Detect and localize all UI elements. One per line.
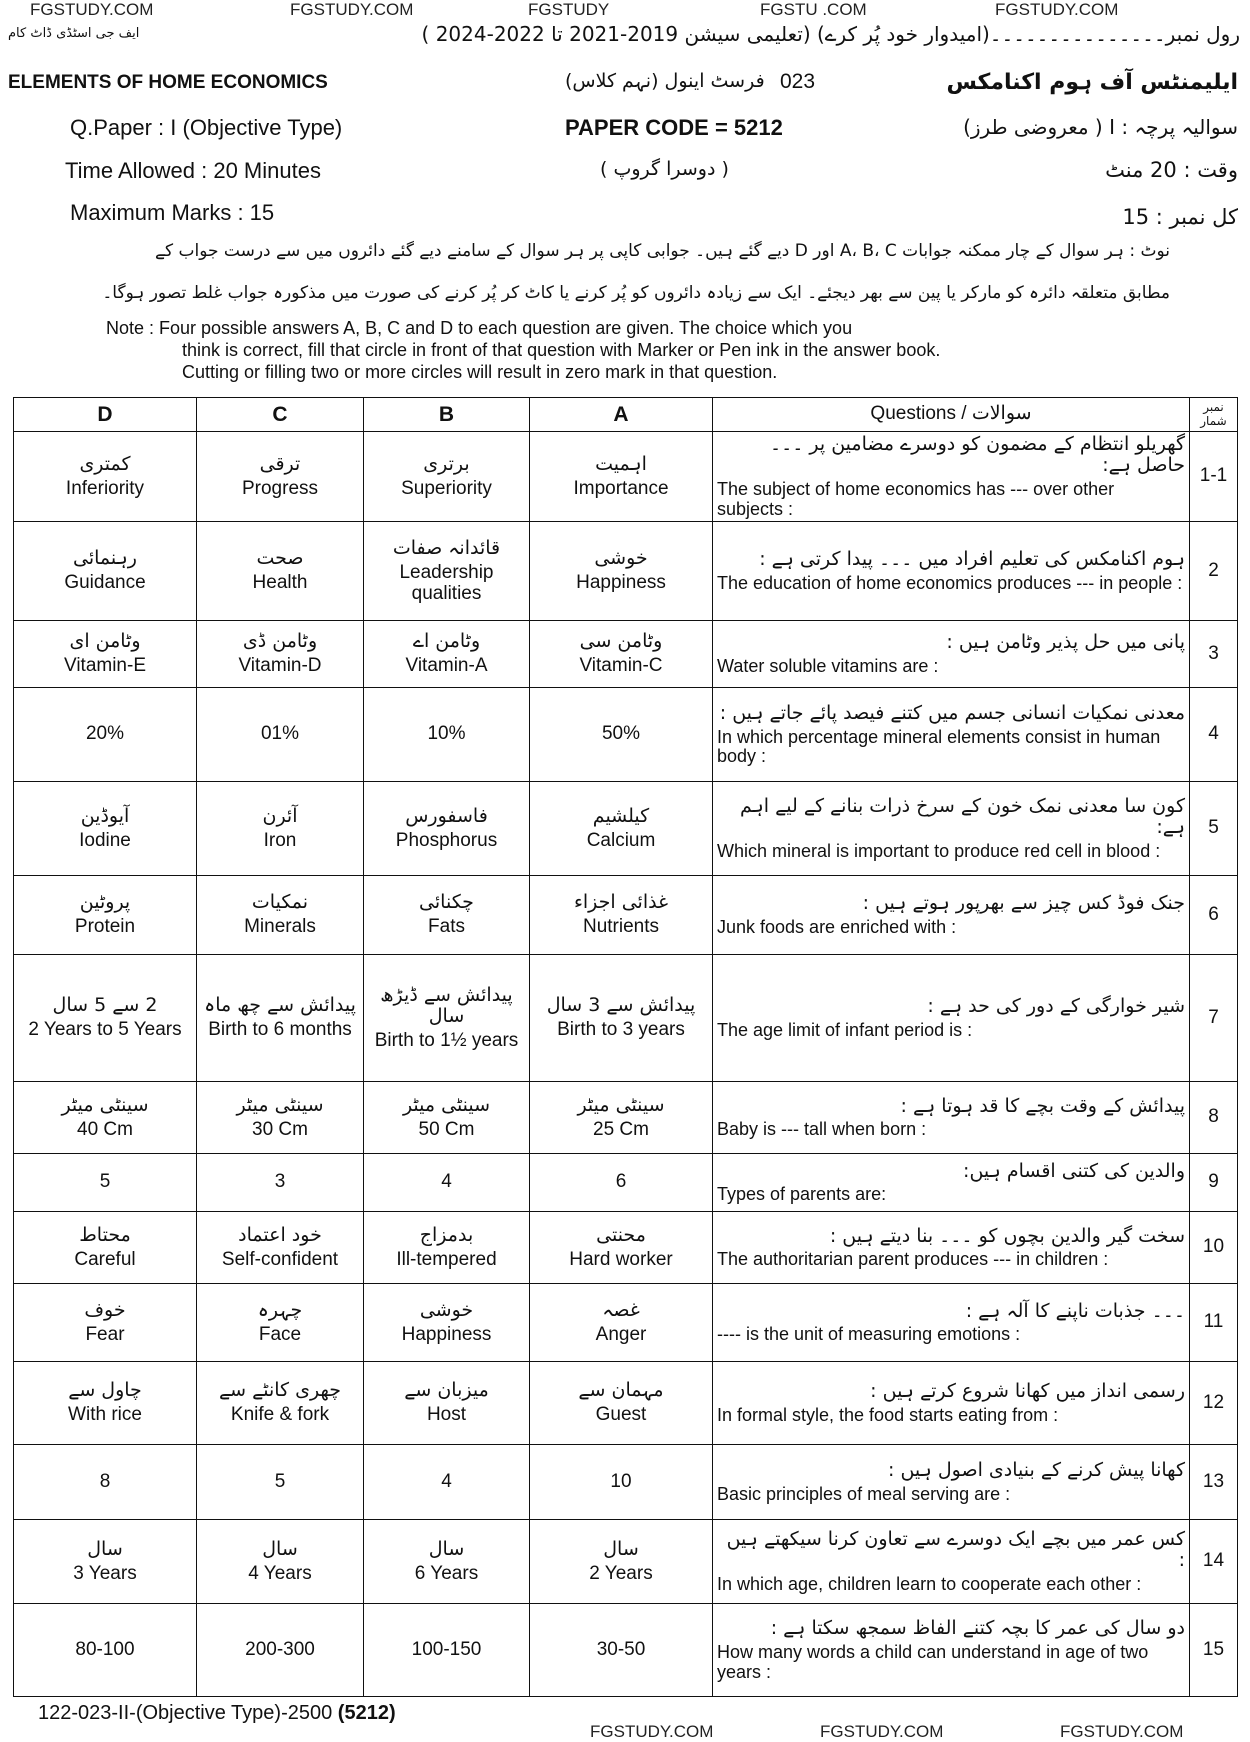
option-a xyxy=(530,782,713,876)
option-c-urdu: آئرن xyxy=(262,804,298,827)
time-allowed-en: Time Allowed : 20 Minutes xyxy=(65,158,321,183)
question-row xyxy=(14,1284,1238,1362)
option-c-urdu: ترقی xyxy=(259,452,301,475)
option-a xyxy=(530,1604,713,1697)
option-b-urdu: میزبان سے xyxy=(404,1379,489,1402)
option-b xyxy=(364,1284,530,1362)
question-urdu: کھانا پیش کرنے کے بنیادی اصول ہیں : xyxy=(888,1459,1185,1482)
question-number: 13 xyxy=(1190,1445,1238,1520)
question-text xyxy=(713,1362,1190,1445)
watermark: FGSTUDY.COM xyxy=(30,0,154,19)
question-number: 14 xyxy=(1190,1520,1238,1604)
option-d-english: 8 xyxy=(99,1470,111,1492)
option-c-english: 3 xyxy=(274,1171,286,1193)
question-row xyxy=(14,522,1238,621)
note-urdu-line-2: مطابق متعلقہ دائرہ کو مارکر یا پین سے بھر دیجئے۔ ایک سے زیادہ دائروں کو پُر کرنے یا کاٹ کر پُر کرنے کی صورت میں مذکورہ جواب غلط تصور ہوگا۔ xyxy=(102,283,1170,303)
option-d-english: Vitamin-E xyxy=(63,655,146,677)
question-row xyxy=(14,1520,1238,1604)
watermark: FGSTUDY.COM xyxy=(590,1722,714,1741)
option-d-english: Protein xyxy=(74,916,136,938)
question-urdu: سخت گیر والدین بچوں کو ۔۔۔ بنا دیتے ہیں : xyxy=(829,1224,1185,1247)
option-b xyxy=(364,621,530,688)
question-text xyxy=(713,1284,1190,1362)
option-c-english: Face xyxy=(258,1323,302,1345)
option-c-urdu: صحت xyxy=(256,547,304,570)
option-c-urdu: وٹامن ڈی xyxy=(242,630,318,653)
question-number: 2 xyxy=(1190,522,1238,621)
option-c-english: Self-confident xyxy=(221,1248,339,1270)
option-a xyxy=(530,522,713,621)
option-a-english: Nutrients xyxy=(582,916,660,938)
option-b-urdu: سال xyxy=(428,1537,465,1560)
option-a-english: 50% xyxy=(601,723,641,745)
question-english: Which mineral is important to produce red cell in blood : xyxy=(717,840,1161,861)
option-b xyxy=(364,522,530,621)
option-b xyxy=(364,782,530,876)
question-row xyxy=(14,955,1238,1082)
question-row xyxy=(14,876,1238,955)
roll-number-session-line: رول نمبر۔۔۔۔۔۔۔۔۔۔۔۔۔۔۔(امیدوار خود پُر کرے) (تعلیمی سیشن 2019-2021 تا 2022-2024 ) xyxy=(421,22,1240,46)
option-c xyxy=(197,688,364,782)
option-d-english: Fear xyxy=(85,1323,125,1345)
option-c-urdu: چہرہ xyxy=(257,1298,303,1321)
question-row xyxy=(14,1154,1238,1212)
question-urdu: پانی میں حل پذیر وٹامن ہیں : xyxy=(946,631,1185,654)
question-text xyxy=(713,432,1190,522)
option-c-urdu: سال xyxy=(262,1537,298,1560)
option-c xyxy=(197,1362,364,1445)
option-b-urdu: پیدائش سے ڈیڑھ سال xyxy=(380,984,513,1027)
option-c-urdu: پیدائش سے چھ ماہ xyxy=(204,994,356,1017)
option-b-english: 100-150 xyxy=(411,1638,482,1660)
option-a xyxy=(530,688,713,782)
option-a xyxy=(530,1445,713,1520)
option-a-urdu: غذائی اجزاء xyxy=(573,891,669,914)
question-text xyxy=(713,876,1190,955)
max-marks-ur: کل نمبر : 15 xyxy=(1122,205,1238,229)
question-english: The education of home economics produces --- in people : xyxy=(717,572,1183,593)
question-row xyxy=(14,1445,1238,1520)
option-a-urdu: سینٹی میٹر xyxy=(577,1093,665,1116)
option-b-english: 6 Years xyxy=(414,1562,479,1584)
option-a-urdu: غصہ xyxy=(602,1298,640,1321)
option-b-urdu: برتری xyxy=(423,452,470,475)
option-b xyxy=(364,1212,530,1284)
option-a xyxy=(530,432,713,522)
question-number: 6 xyxy=(1190,876,1238,955)
question-urdu: معدنی نمکیات انسانی جسم میں کتنے فیصد پائے جاتے ہیں : xyxy=(719,701,1185,724)
question-urdu: پیدائش کے وقت بچے کا قد ہوتا ہے : xyxy=(900,1094,1185,1117)
question-urdu: جنک فوڈ کس چیز سے بھرپور ہوتے ہیں : xyxy=(862,892,1185,915)
question-row xyxy=(14,688,1238,782)
question-text xyxy=(713,1082,1190,1154)
option-d-english: 80-100 xyxy=(75,1638,135,1660)
option-c-english: 200-300 xyxy=(245,1638,315,1660)
option-d-english: Careful xyxy=(74,1248,136,1270)
col-number-header: نمبر شمار xyxy=(1190,398,1238,432)
col-questions-header: Questions / سوالات xyxy=(713,398,1190,432)
max-marks-en: Maximum Marks : 15 xyxy=(70,200,275,225)
option-d-urdu: آیوڈین xyxy=(80,804,130,827)
option-a-urdu: محنتی xyxy=(596,1223,646,1246)
option-d-english: Iodine xyxy=(79,829,131,851)
option-c xyxy=(197,1445,364,1520)
option-b xyxy=(364,1520,530,1604)
question-urdu: شیر خوارگی کے دور کی حد ہے : xyxy=(927,995,1185,1018)
option-a-english: Guest xyxy=(595,1404,647,1426)
option-a-english: Happiness xyxy=(576,572,666,594)
question-number: 11 xyxy=(1190,1284,1238,1362)
question-number: 4 xyxy=(1190,688,1238,782)
option-a-english: 6 xyxy=(615,1171,627,1193)
question-text xyxy=(713,1154,1190,1212)
option-c xyxy=(197,1082,364,1154)
option-c xyxy=(197,522,364,621)
question-urdu: کس عمر میں بچے ایک دوسرے سے تعاون کرنا سیکھتے ہیں : xyxy=(726,1528,1185,1571)
option-c-english: 30 Cm xyxy=(252,1118,308,1140)
question-english: The subject of home economics has --- over other subjects : xyxy=(717,478,1115,519)
question-number: 5 xyxy=(1190,782,1238,876)
option-d-urdu: رہنمائی xyxy=(73,547,137,570)
question-number: 15 xyxy=(1190,1604,1238,1697)
option-b xyxy=(364,1445,530,1520)
time-allowed-ur: وقت : 20 منٹ xyxy=(1105,158,1238,182)
option-a-english: Vitamin-C xyxy=(579,655,663,677)
option-b-urdu: قائدانہ صفات xyxy=(392,537,501,560)
option-a-english: 25 Cm xyxy=(593,1118,649,1140)
option-a-urdu: وٹامن سی xyxy=(579,630,663,653)
option-b-english: 50 Cm xyxy=(418,1118,475,1140)
option-d-english: 2 Years to 5 Years xyxy=(28,1019,182,1041)
option-c-urdu: چھری کانٹے سے xyxy=(219,1379,341,1402)
question-text xyxy=(713,1604,1190,1697)
note-urdu-line-1: نوٹ : ہر سوال کے چار ممکنہ جوابات A، B، C اور D دیے گئے ہیں۔ جوابی کاپی پر ہر سوال کے سامنے دیے گئے دائروں میں سے درست جواب کے xyxy=(155,241,1170,261)
question-number: 9 xyxy=(1190,1154,1238,1212)
option-a xyxy=(530,1082,713,1154)
option-c xyxy=(197,782,364,876)
watermark: FGSTU .COM xyxy=(760,0,867,19)
option-b-english: Fats xyxy=(428,916,465,938)
option-a-english: 2 Years xyxy=(589,1562,653,1584)
option-d-english: 40 Cm xyxy=(77,1118,133,1140)
option-c-english: Birth to 6 months xyxy=(208,1019,352,1041)
option-b-english: 10% xyxy=(427,723,466,745)
question-row xyxy=(14,1362,1238,1445)
col-b-header: B xyxy=(364,398,530,432)
option-c xyxy=(197,621,364,688)
watermark: FGSTUDY xyxy=(528,0,610,19)
option-d-urdu: خوف xyxy=(84,1298,126,1321)
option-d xyxy=(14,621,197,688)
option-a-urdu: کیلشیم xyxy=(592,804,650,827)
option-a-english: Hard worker xyxy=(569,1248,673,1270)
subject-code: 023 xyxy=(780,70,816,93)
option-c-english: Iron xyxy=(263,829,297,851)
option-a xyxy=(530,621,713,688)
option-a-urdu: اہمیت xyxy=(595,452,647,475)
footer-code-text: 122-023-II-(Objective Type)-2500 xyxy=(38,1702,333,1724)
option-c xyxy=(197,1604,364,1697)
option-a-urdu: پیدائش سے 3 سال xyxy=(546,994,696,1017)
option-b-english: Happiness xyxy=(401,1323,492,1345)
option-a xyxy=(530,1154,713,1212)
question-english: The age limit of infant period is : xyxy=(717,1019,973,1040)
watermark: FGSTUDY.COM xyxy=(820,1722,944,1741)
option-d xyxy=(14,1520,197,1604)
option-c xyxy=(197,1154,364,1212)
option-b xyxy=(364,688,530,782)
watermark: FGSTUDY.COM xyxy=(290,0,414,19)
option-c xyxy=(197,955,364,1082)
table-header-row xyxy=(14,398,1238,432)
questions-table xyxy=(13,397,1238,1697)
question-row xyxy=(14,1212,1238,1284)
option-a-urdu: خوشی xyxy=(594,547,648,570)
question-number: 8 xyxy=(1190,1082,1238,1154)
option-d xyxy=(14,1284,197,1362)
option-b-urdu: خوشی xyxy=(419,1298,474,1321)
option-d xyxy=(14,955,197,1082)
option-c xyxy=(197,876,364,955)
question-number: 12 xyxy=(1190,1362,1238,1445)
option-d-urdu: سینٹی میٹر xyxy=(61,1093,149,1116)
option-c xyxy=(197,1284,364,1362)
option-c-english: Minerals xyxy=(244,916,316,938)
option-d xyxy=(14,1082,197,1154)
option-b-urdu: چکنائی xyxy=(419,891,474,914)
question-row xyxy=(14,1082,1238,1154)
option-c-urdu: نمکیات xyxy=(251,891,309,914)
option-b-english: Phosphorus xyxy=(395,829,498,851)
option-a-english: 10 xyxy=(610,1470,632,1492)
question-number: 10 xyxy=(1190,1212,1238,1284)
watermark: FGSTUDY.COM xyxy=(995,0,1119,19)
footer-code-bold: (5212) xyxy=(337,1702,396,1724)
question-text xyxy=(713,621,1190,688)
class-urdu: فرسٹ اینول (نہم کلاس) xyxy=(565,70,765,92)
option-c-english: 4 Years xyxy=(248,1562,312,1584)
option-c-english: Health xyxy=(252,572,308,594)
question-urdu: دو سال کی عمر کا بچہ کتنے الفاظ سمجھ سکتا ہے : xyxy=(770,1617,1185,1640)
option-d-urdu: محتاط xyxy=(79,1223,131,1246)
question-english: Types of parents are: xyxy=(717,1184,887,1205)
option-b-english: Leadership qualities xyxy=(399,561,494,604)
option-d-english: Guidance xyxy=(64,572,146,594)
option-c xyxy=(197,1212,364,1284)
option-d xyxy=(14,1212,197,1284)
question-text xyxy=(713,522,1190,621)
question-english: Water soluble vitamins are : xyxy=(717,655,939,676)
option-d-english: 3 Years xyxy=(73,1562,137,1584)
option-d xyxy=(14,432,197,522)
question-text xyxy=(713,1212,1190,1284)
option-a xyxy=(530,1284,713,1362)
option-a-urdu: مہمان سے xyxy=(578,1379,664,1402)
question-english: In which age, children learn to cooperate each other : xyxy=(717,1573,1142,1594)
question-number: 3 xyxy=(1190,621,1238,688)
option-c-english: Knife & fork xyxy=(230,1404,330,1426)
option-c-english: 01% xyxy=(260,723,300,745)
option-a-english: Anger xyxy=(595,1323,647,1345)
subject-title-ur: ایلیمنٹس آف ہوم اکنامکس xyxy=(946,70,1238,95)
question-row xyxy=(14,782,1238,876)
option-b-english: Birth to 1½ years xyxy=(374,1029,519,1051)
option-d-urdu: پروٹین xyxy=(79,891,131,914)
option-b-english: 4 xyxy=(441,1470,452,1492)
option-a-english: Birth to 3 years xyxy=(557,1019,685,1041)
option-c-english: Vitamin-D xyxy=(238,655,322,677)
option-d xyxy=(14,688,197,782)
option-b-english: Host xyxy=(426,1404,467,1426)
question-urdu: ہوم اکنامکس کی تعلیم افراد میں ۔۔۔ پیدا کرتی ہے : xyxy=(759,548,1185,571)
option-c-english: Progress xyxy=(241,477,319,499)
option-d xyxy=(14,1362,197,1445)
option-d-urdu: 2 سے 5 سال xyxy=(52,994,158,1017)
option-b-urdu: بدمزاج xyxy=(419,1223,474,1246)
question-text xyxy=(713,955,1190,1082)
option-b-urdu: فاسفورس xyxy=(405,804,488,827)
option-a xyxy=(530,1362,713,1445)
option-a-english: 30-50 xyxy=(596,1638,646,1660)
option-d-urdu: وٹامن ای xyxy=(69,630,141,653)
option-b xyxy=(364,876,530,955)
question-urdu: والدین کی کتنی اقسام ہیں: xyxy=(963,1159,1185,1182)
option-a xyxy=(530,876,713,955)
group-ur: ( دوسرا گروپ ) xyxy=(600,158,729,180)
option-b xyxy=(364,1082,530,1154)
note-en-line-1: Note : Four possible answers A, B, C and D to each question are given. The choice which you xyxy=(106,318,853,338)
option-d-english: With rice xyxy=(68,1404,142,1426)
paper-type-ur: سوالیہ پرچہ : I ( معروضی طرز) xyxy=(963,115,1238,139)
option-c-english: 5 xyxy=(274,1470,286,1492)
option-a-urdu: سال xyxy=(603,1537,639,1560)
question-english: Basic principles of meal serving are : xyxy=(717,1483,1011,1504)
question-urdu: ۔۔۔ جذبات ناپنے کا آلہ ہے : xyxy=(965,1299,1185,1322)
question-english: The authoritarian parent produces --- in children : xyxy=(717,1249,1109,1270)
option-a xyxy=(530,1212,713,1284)
option-d xyxy=(14,522,197,621)
option-a-english: Importance xyxy=(573,477,669,499)
option-b xyxy=(364,432,530,522)
question-english: In formal style, the food starts eating from : xyxy=(717,1404,1059,1425)
question-row xyxy=(14,621,1238,688)
option-b xyxy=(364,1362,530,1445)
col-a-header: A xyxy=(530,398,713,432)
question-text xyxy=(713,782,1190,876)
option-d-english: 5 xyxy=(99,1171,111,1193)
option-d xyxy=(14,1445,197,1520)
paper-type-en: Q.Paper : I (Objective Type) xyxy=(70,115,343,140)
option-d xyxy=(14,876,197,955)
question-english: Junk foods are enriched with : xyxy=(717,916,957,937)
col-d-header: D xyxy=(14,398,197,432)
option-c-urdu: خود اعتماد xyxy=(238,1223,322,1246)
site-urdu: ایف جی اسٹڈی ڈاٹ کام xyxy=(8,26,140,41)
question-urdu: رسمی انداز میں کھانا شروع کرتے ہیں : xyxy=(870,1380,1185,1403)
question-english: Baby is --- tall when born : xyxy=(717,1119,927,1140)
option-b-english: 4 xyxy=(441,1171,452,1193)
option-d-urdu: چاول سے xyxy=(68,1379,142,1402)
option-d-english: 20% xyxy=(85,723,125,745)
option-c xyxy=(197,1520,364,1604)
option-d xyxy=(14,782,197,876)
option-b xyxy=(364,955,530,1082)
option-b-english: Superiority xyxy=(401,477,492,499)
question-row xyxy=(14,432,1238,522)
question-number: 1-1 xyxy=(1190,432,1238,522)
option-c xyxy=(197,432,364,522)
option-a xyxy=(530,1520,713,1604)
question-english: In which percentage mineral elements consist in human body : xyxy=(717,726,1161,767)
option-b-urdu: وٹامن اے xyxy=(412,630,481,653)
option-b xyxy=(364,1154,530,1212)
option-b-english: Vitamin-A xyxy=(405,655,488,677)
option-c-urdu: سینٹی میٹر xyxy=(236,1093,324,1116)
question-text xyxy=(713,688,1190,782)
option-d-urdu: کمتری xyxy=(79,452,131,475)
watermark: FGSTUDY.COM xyxy=(1060,1722,1184,1741)
question-row xyxy=(14,1604,1238,1697)
question-english: ---- is the unit of measuring emotions : xyxy=(717,1324,1021,1345)
option-b-urdu: سینٹی میٹر xyxy=(402,1093,491,1116)
note-en-line-3: Cutting or filling two or more circles will result in zero mark in that question. xyxy=(182,362,778,382)
question-urdu: کون سا معدنی نمک خون کے سرخ ذرات بنانے کے لیے اہم ہے: xyxy=(740,795,1185,838)
question-text xyxy=(713,1520,1190,1604)
option-d xyxy=(14,1154,197,1212)
option-b-english: Ill-tempered xyxy=(396,1248,497,1270)
col-c-header: C xyxy=(197,398,364,432)
question-number: 7 xyxy=(1190,955,1238,1082)
option-a xyxy=(530,955,713,1082)
paper-code: PAPER CODE = 5212 xyxy=(565,115,783,140)
question-english: How many words a child can understand in age of two years : xyxy=(717,1642,1149,1682)
option-b xyxy=(364,1604,530,1697)
question-urdu: گھریلو انتظام کے مضمون کو دوسرے مضامین پر ۔۔۔ حاصل ہے: xyxy=(769,433,1185,476)
note-en-line-2: think is correct, fill that circle in front of that question with Marker or Pen ink in the answer book. xyxy=(182,340,941,360)
subject-title-en: ELEMENTS OF HOME ECONOMICS xyxy=(8,72,328,93)
footer-code xyxy=(38,1702,396,1725)
option-a-english: Calcium xyxy=(586,829,656,851)
question-text xyxy=(713,1445,1190,1520)
option-d-english: Inferiority xyxy=(65,477,145,499)
option-d-urdu: سال xyxy=(87,1537,123,1560)
option-d xyxy=(14,1604,197,1697)
